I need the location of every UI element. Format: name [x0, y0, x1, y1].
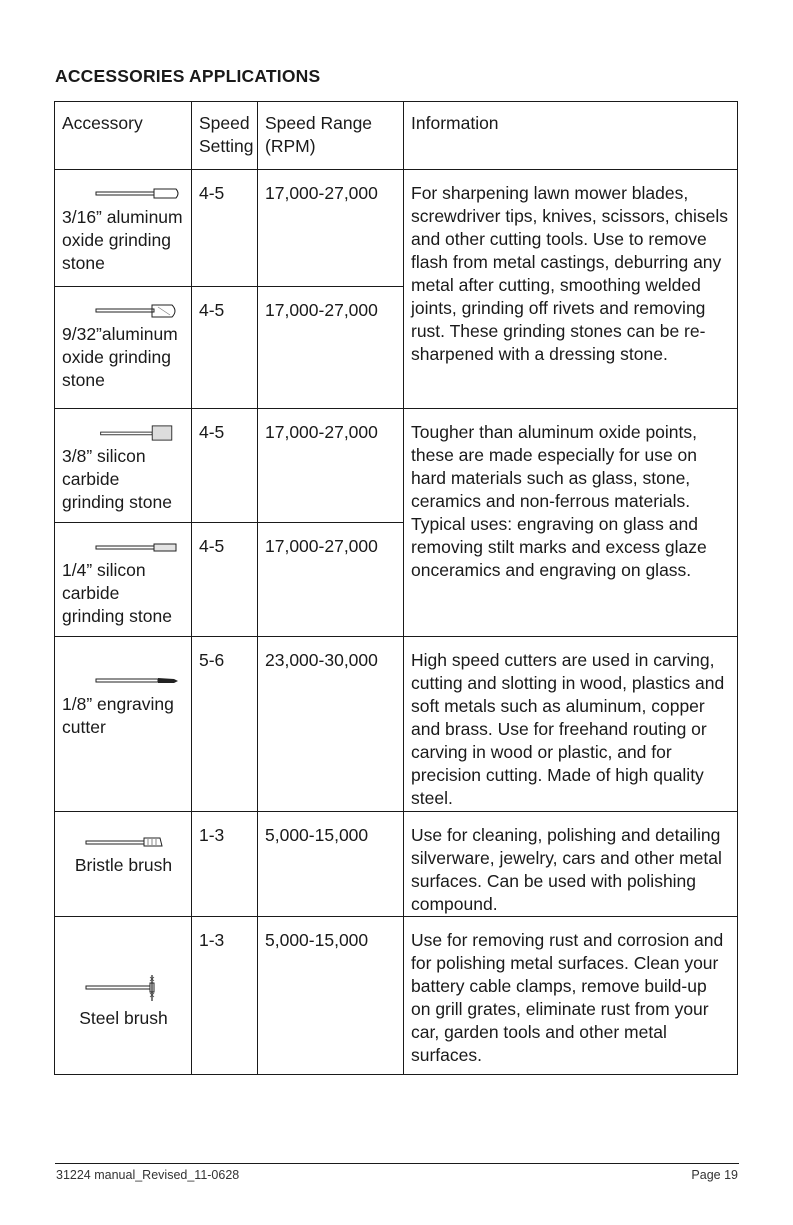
footer-page-number: Page 19	[691, 1168, 738, 1182]
accessory-name: Steel brush	[79, 1008, 168, 1028]
accessories-table	[54, 101, 738, 1075]
information-cell: Tougher than aluminum oxide points, these are made especially for use on hard materials such as glass, stone, ceramics and non-ferrous materials. Typical uses: engraving on glass and removing stilt marks and excess glaze onceramics and engraving on glass.	[404, 409, 738, 637]
accessory-cell	[55, 812, 192, 917]
speed-setting-cell: 5-6	[192, 637, 258, 812]
header-speed-range: Speed Range (RPM)	[258, 102, 404, 170]
table-row	[55, 409, 738, 523]
header-speed-setting: Speed Setting	[192, 102, 258, 170]
engraving-cutter-icon	[88, 673, 188, 689]
accessory-name: 3/16” aluminum oxide grinding stone	[62, 207, 183, 273]
accessory-cell	[55, 637, 192, 812]
page-title: ACCESSORIES APPLICATIONS	[55, 66, 321, 86]
table-row	[55, 812, 738, 917]
table-row	[55, 637, 738, 812]
information-cell: For sharpening lawn mower blades, screwdriver tips, knives, scissors, chisels and other cutting tools. Use to remove flash from metal castings, deburring any metal after cutting, smoothing welded joints, grinding off rivets and removing rust. These grinding stones can be re-sharpened with a dressing stone.	[404, 170, 738, 409]
grinding-stone-icon	[88, 186, 188, 202]
accessory-cell	[55, 409, 192, 523]
information-cell: Use for cleaning, polishing and detailing silverware, jewelry, cars and other metal surfaces. Can be used with polishing compound.	[404, 812, 738, 917]
speed-setting-cell: 4-5	[192, 287, 258, 409]
accessory-cell	[55, 287, 192, 409]
table-header-row	[55, 102, 738, 170]
table-row	[55, 170, 738, 287]
grinding-stone-icon	[88, 303, 188, 319]
grinding-stone-icon	[88, 539, 188, 555]
footer-divider	[55, 1163, 739, 1164]
speed-setting-cell: 1-3	[192, 812, 258, 917]
accessory-name: 1/4” silicon carbide grinding stone	[62, 560, 172, 626]
accessory-name: 3/8” silicon carbide grinding stone	[62, 446, 172, 512]
accessory-cell	[55, 523, 192, 637]
speed-range-cell: 17,000-27,000	[258, 523, 404, 637]
speed-setting-cell: 1-3	[192, 917, 258, 1075]
speed-setting-cell: 4-5	[192, 170, 258, 287]
information-cell: Use for removing rust and corrosion and for polishing metal surfaces. Clean your battery cable clamps, remove build-up on grill grates, eliminate rust from your car, garden tools and other metal surfaces.	[404, 917, 738, 1075]
speed-range-cell: 17,000-27,000	[258, 287, 404, 409]
bristle-brush-icon	[74, 834, 174, 850]
header-accessory: Accessory	[55, 102, 192, 170]
speed-range-cell: 17,000-27,000	[258, 170, 404, 287]
accessory-name: 1/8” engraving cutter	[62, 694, 174, 737]
speed-range-cell: 23,000-30,000	[258, 637, 404, 812]
accessory-name: Bristle brush	[74, 855, 173, 875]
speed-range-cell: 17,000-27,000	[258, 409, 404, 523]
table-row	[55, 917, 738, 1075]
header-information: Information	[404, 102, 738, 170]
speed-range-cell: 5,000-15,000	[258, 812, 404, 917]
accessory-cell	[55, 170, 192, 287]
accessory-cell	[55, 917, 192, 1075]
footer-document-id: 31224 manual_Revised_11-0628	[56, 1168, 240, 1182]
information-cell: High speed cutters are used in carving, cutting and slotting in wood, plastics and soft metals such as aluminum, copper and brass. Use for freehand routing or carving in wood or plastic, and for precision cutting. Made of high quality steel.	[404, 637, 738, 812]
speed-setting-cell: 4-5	[192, 523, 258, 637]
speed-setting-cell: 4-5	[192, 409, 258, 523]
steel-brush-icon	[74, 973, 174, 1003]
speed-range-cell: 5,000-15,000	[258, 917, 404, 1075]
grinding-stone-icon	[88, 425, 188, 441]
accessory-name: 9/32”aluminum oxide grinding stone	[62, 324, 178, 390]
